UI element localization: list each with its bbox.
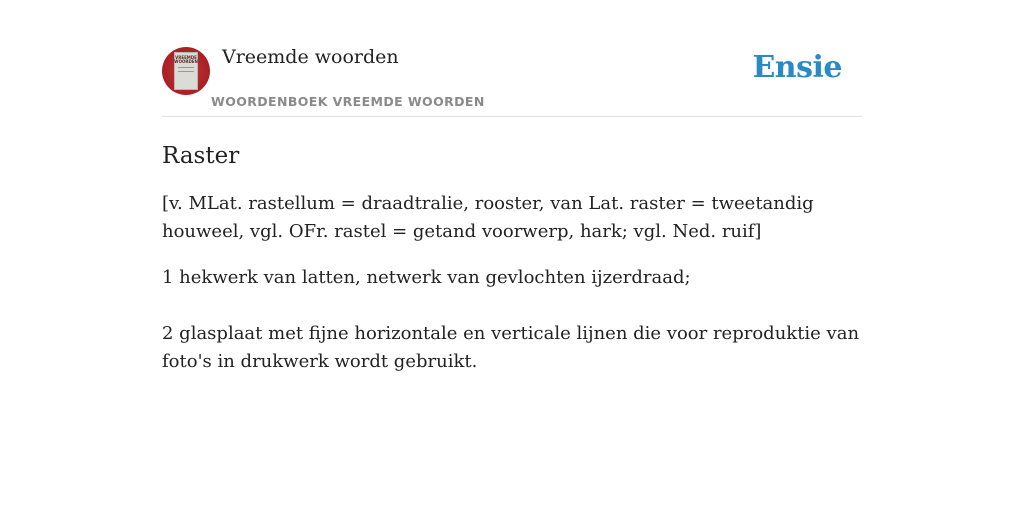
cover-title-line2: WOORDEN bbox=[174, 59, 198, 64]
entry-card bbox=[162, 44, 862, 376]
definition-2: 2 glasplaat met fijne horizontale en verticale lijnen die voor reproduktie van foto's in drukwerk wordt gebruikt. bbox=[162, 323, 860, 372]
dictionary-header bbox=[162, 44, 862, 117]
dictionary-name-link[interactable]: Vreemde woorden bbox=[222, 46, 399, 68]
entry-title: Raster bbox=[162, 143, 240, 169]
definition-1: 1 hekwerk van latten, netwerk van gevlochten ijzerdraad; bbox=[162, 267, 691, 288]
dictionary-subtitle: WOORDENBOEK VREEMDE WOORDEN bbox=[211, 94, 485, 109]
entry-etymology: [v. MLat. rastellum = draadtralie, rooster, van Lat. raster = tweetandig houweel, vgl. OFr. rastel = getand voorwerp, hark; vgl. Ned. ruif] bbox=[162, 193, 814, 242]
cover-title-line1: VREEMDE bbox=[175, 55, 197, 60]
book-cover-icon bbox=[174, 52, 198, 90]
cover-rule bbox=[178, 71, 194, 72]
brand-logo-link[interactable]: Ensie bbox=[752, 50, 842, 85]
cover-rule bbox=[178, 67, 194, 68]
dictionary-cover-avatar[interactable] bbox=[162, 47, 210, 95]
